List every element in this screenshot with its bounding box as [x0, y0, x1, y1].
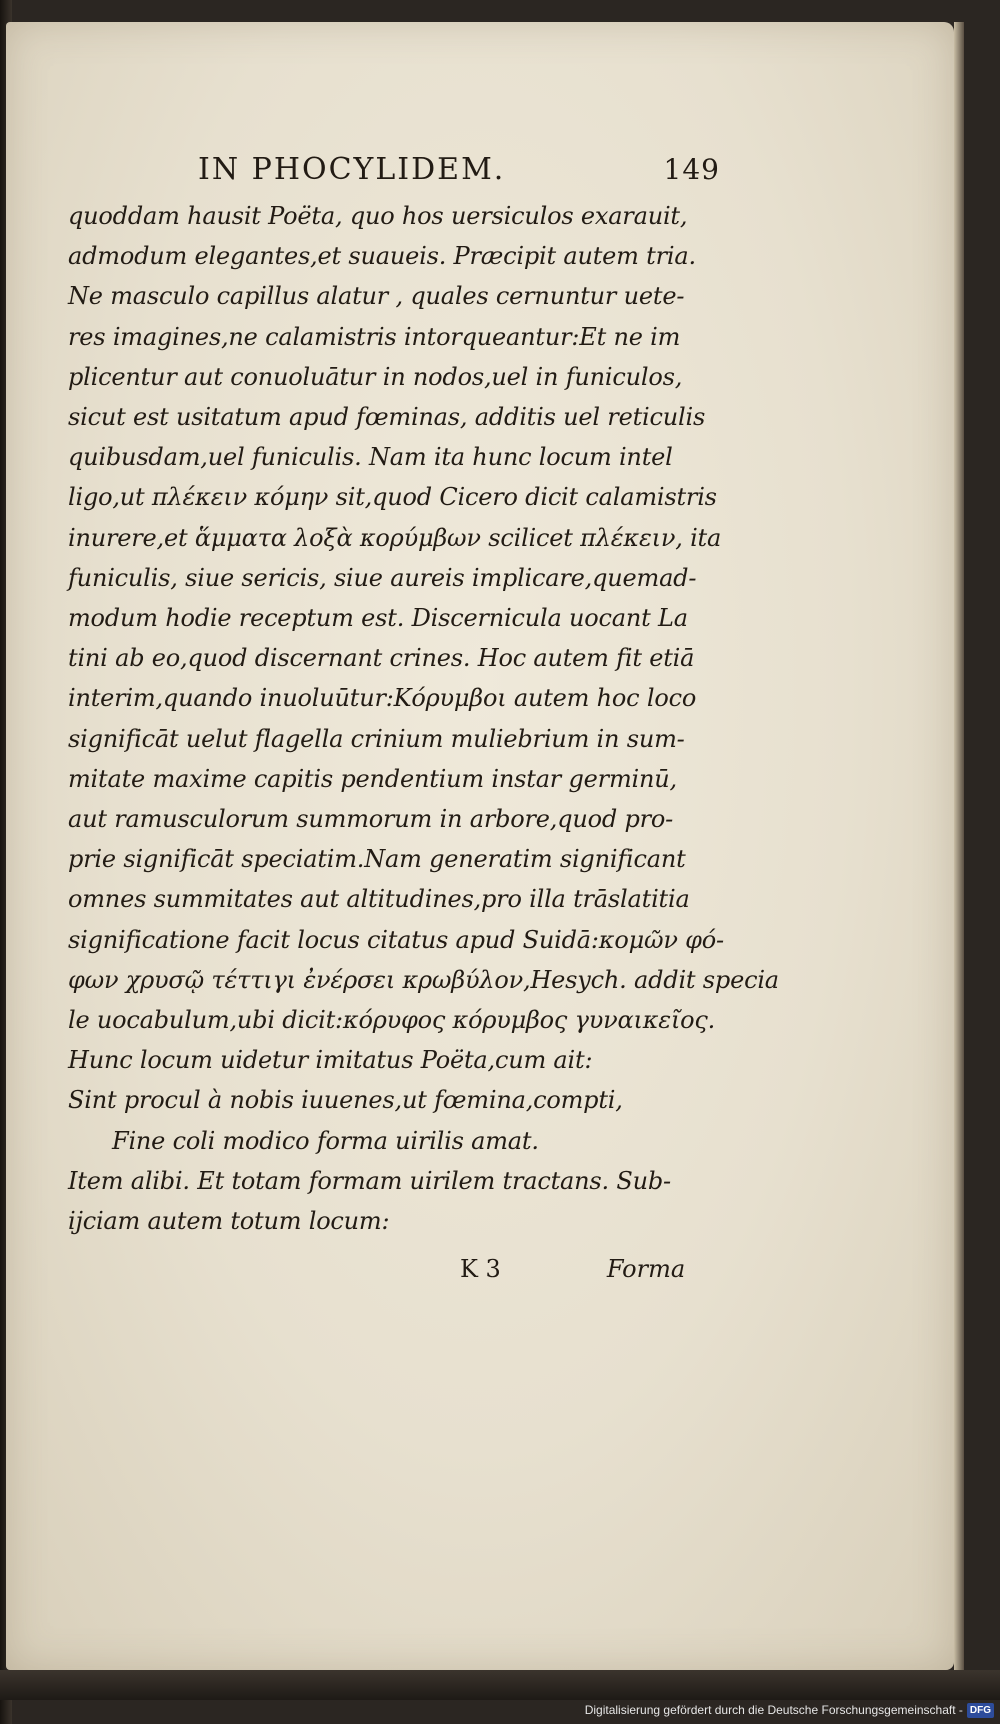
text-line: significāt uelut flagella crinium muliebrium in sum-: [68, 724, 685, 753]
text-line: significatione facit locus citatus apud Suidā:κομῶν φό-: [68, 925, 724, 954]
text-line: φων χρυσῷ τέττιγι ἐνέρσει κρωβύλον,Hesych. addit specia: [68, 965, 779, 994]
page-fore-edge: [954, 22, 964, 1670]
catchword: Forma: [606, 1255, 686, 1284]
text-line: inurere,et ἅμματα λοξὰ κορύμβων scilicet πλέκειν, ita: [68, 523, 722, 552]
text-block: [68, 152, 779, 1295]
text-line: quibusdam,uel funiculis. Nam ita hunc locum intel: [68, 443, 673, 472]
text-line: prie significāt speciatim.Nam generatim significant: [68, 845, 686, 874]
text-line: mitate maxime capitis pendentium instar germinū,: [68, 764, 677, 793]
text-line: funiculis, siue sericis, siue aureis implicare,quemad-: [68, 563, 697, 592]
text-line: ligo,ut πλέκειν κόμην sit,quod Cicero dicit calamistris: [68, 483, 717, 512]
credit-text: Digitalisierung gefördert durch die Deutsche Forschungsgemeinschaft -: [584, 1703, 963, 1717]
running-head: [198, 152, 720, 196]
text-line: plicentur aut conuoluātur in nodos,uel in funiculos,: [68, 362, 683, 391]
text-line: tini ab eo,quod discernant crines. Hoc autem fit etiā: [68, 644, 695, 673]
text-line: res imagines,ne calamistris intorqueantur:Et ne im: [68, 322, 681, 351]
text-line: modum hodie receptum est. Discernicula uocant La: [68, 604, 688, 633]
text-line: sicut est usitatum apud fœminas, additis uel reticulis: [68, 403, 706, 432]
signature-mark: K 3: [460, 1255, 501, 1284]
text-line: omnes summitates aut altitudines,pro illa trāslatitia: [68, 885, 690, 914]
page-number: 149: [663, 153, 720, 186]
text-line: le uocabulum,ubi dicit:κόρυφος κόρυμβος γυναικεῖος.: [68, 1006, 716, 1035]
text-line: ijciam autem totum locum:: [68, 1207, 390, 1236]
verse-line: Fine coli modico forma uirilis amat.: [112, 1126, 539, 1155]
bottom-margin-shadow: [0, 1670, 1000, 1700]
text-line: Ne masculo capillus alatur , quales cernuntur uete-: [68, 282, 685, 311]
text-line: admodum elegantes,et suaueis. Præcipit autem tria.: [68, 242, 696, 271]
text-line: Hunc locum uidetur imitatus Poëta,cum ait:: [68, 1046, 593, 1075]
digitization-credit: [585, 1700, 994, 1720]
text-line: interim,quando inuoluūtur:Κόρυμβοι autem hoc loco: [68, 684, 697, 713]
text-line: quoddam hausit Poëta, quo hos uersiculos exarauit,: [68, 202, 688, 230]
dfg-logo: DFG: [967, 1703, 994, 1718]
running-head-title: IN PHOCYLIDEM.: [198, 152, 506, 187]
text-line: Item alibi. Et totam formam uirilem tractans. Sub-: [68, 1166, 671, 1195]
text-line: aut ramusculorum summorum in arbore,quod pro-: [68, 805, 674, 834]
verse-line: Sint procul à nobis iuuenes,ut fœmina,compti,: [68, 1086, 623, 1115]
catchline: [68, 1255, 718, 1295]
